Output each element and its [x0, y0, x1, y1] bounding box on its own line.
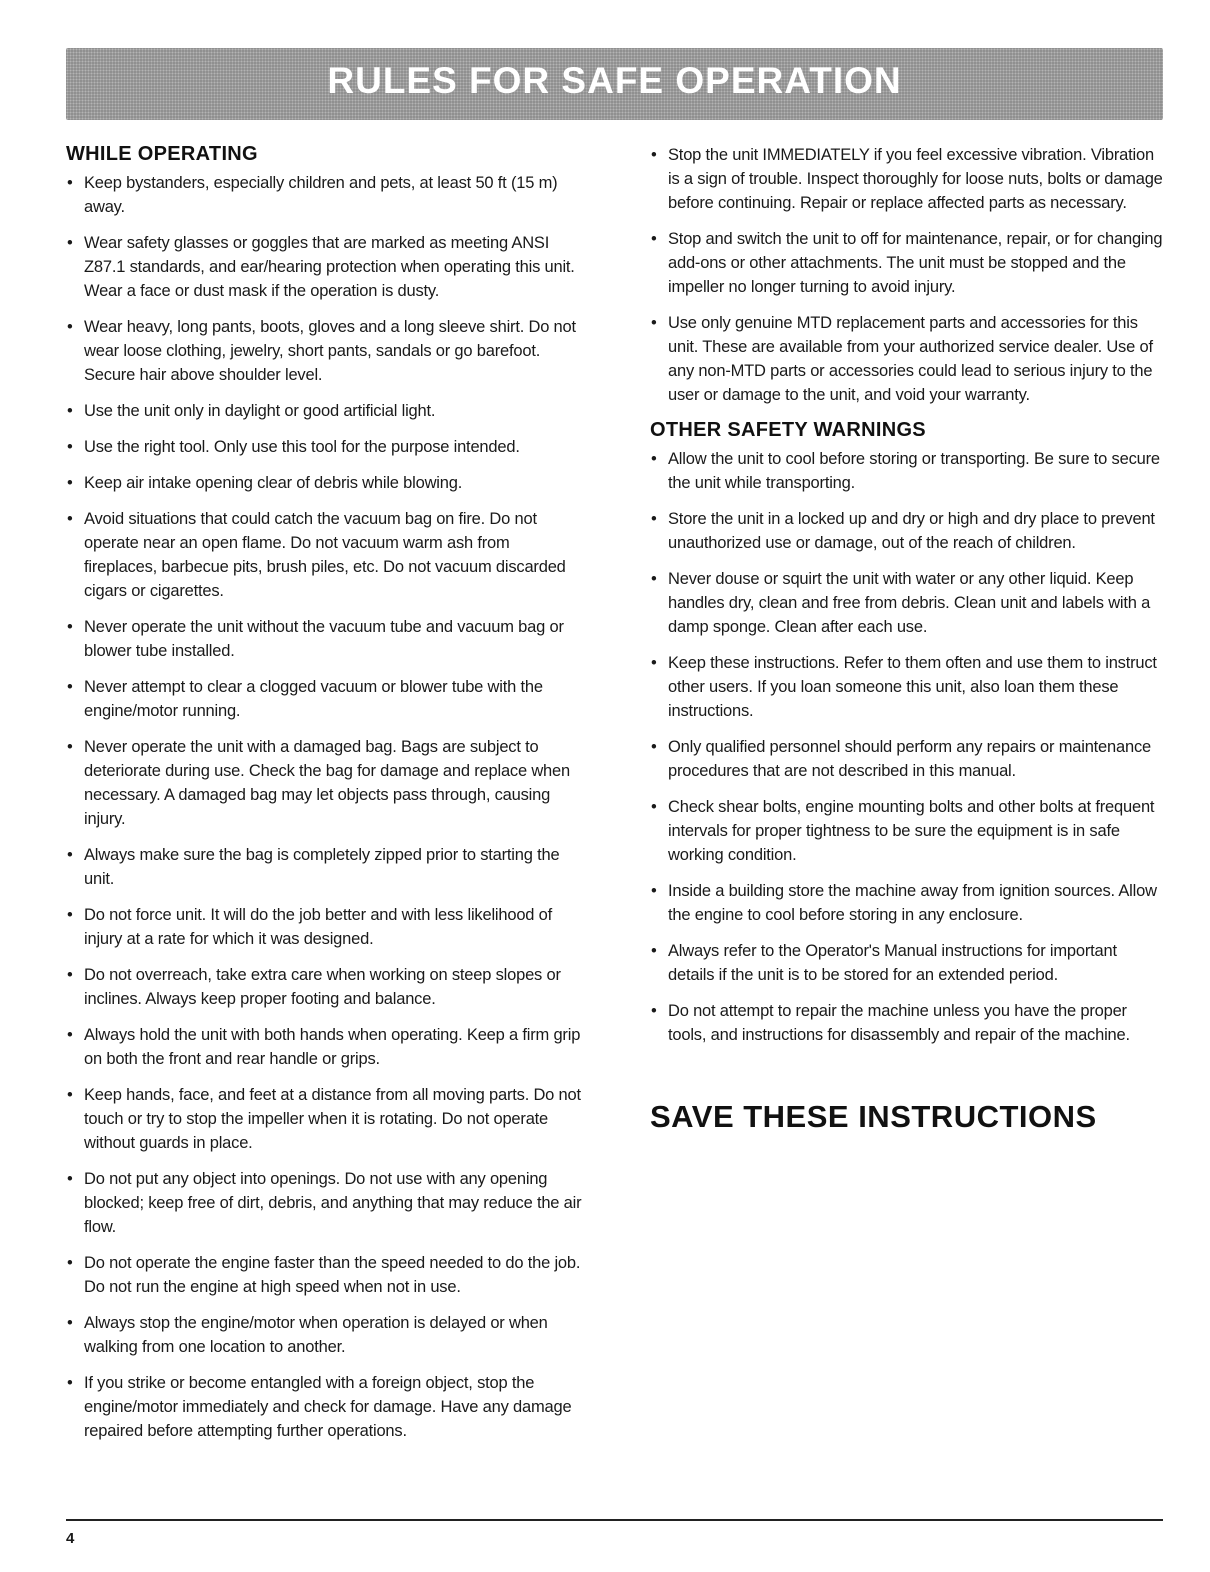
list-item-text: Use the unit only in daylight or good artificial light.	[84, 402, 436, 420]
list-item-text: Keep hands, face, and feet at a distance from all moving parts. Do not touch or try to stop the impeller when it is rotating. Do not operate without guards in place.	[84, 1086, 581, 1152]
list-item	[66, 231, 586, 303]
list-item	[650, 567, 1165, 639]
section-heading-other-safety-warnings: OTHER SAFETY WARNINGS	[650, 419, 926, 441]
list-item-text: Stop the unit IMMEDIATELY if you feel excessive vibration. Vibration is a sign of trouble. Inspect thoroughly for loose nuts, bolts or damage before continuing. Repair or replace affected parts as necessary.	[668, 146, 1163, 212]
list-item-text: Always make sure the bag is completely zipped prior to starting the unit.	[84, 846, 560, 888]
list-item	[650, 939, 1165, 987]
list-item-text: Wear heavy, long pants, boots, gloves and a long sleeve shirt. Do not wear loose clothing, jewelry, short pants, sandals or go barefoot. Secure hair above shoulder level.	[84, 318, 576, 384]
bullet-icon: •	[651, 654, 657, 672]
list-item	[66, 471, 586, 495]
bullet-icon: •	[67, 510, 73, 528]
bullet-icon: •	[651, 146, 657, 164]
list-item	[650, 999, 1165, 1047]
other-safety-warnings-list	[650, 447, 1165, 1047]
bullet-icon: •	[67, 906, 73, 924]
bullet-icon: •	[651, 570, 657, 588]
list-item-text: Wear safety glasses or goggles that are marked as meeting ANSI Z87.1 standards, and ear/hearing protection when operating this unit. Wear a face or dust mask if the operation is dusty.	[84, 234, 575, 300]
right-column	[650, 143, 1165, 1135]
bullet-icon: •	[67, 1026, 73, 1044]
list-item-text: Check shear bolts, engine mounting bolts and other bolts at frequent intervals for proper tightness to be sure the equipment is in safe working condition.	[668, 798, 1155, 864]
list-item-text: Keep these instructions. Refer to them often and use them to instruct other users. If you loan someone this unit, also loan them these instructions.	[668, 654, 1157, 720]
bullet-icon: •	[67, 1170, 73, 1188]
list-item	[650, 651, 1165, 723]
list-item	[66, 735, 586, 831]
list-item-text: Use the right tool. Only use this tool for the purpose intended.	[84, 438, 520, 456]
list-item-text: Always stop the engine/motor when operation is delayed or when walking from one location to another.	[84, 1314, 548, 1356]
list-item	[66, 963, 586, 1011]
bullet-icon: •	[651, 1002, 657, 1020]
bullet-icon: •	[67, 402, 73, 420]
list-item-text: Stop and switch the unit to off for maintenance, repair, or for changing add-ons or other attachments. The unit must be stopped and the impeller no longer turning to avoid injury.	[668, 230, 1163, 296]
list-item-text: Inside a building store the machine away from ignition sources. Allow the engine to cool before storing in any enclosure.	[668, 882, 1157, 924]
list-item-text: Do not attempt to repair the machine unless you have the proper tools, and instructions for disassembly and repair of the machine.	[668, 1002, 1130, 1044]
bullet-icon: •	[67, 318, 73, 336]
bullet-icon: •	[651, 738, 657, 756]
list-item	[66, 435, 586, 459]
list-item-text: Use only genuine MTD replacement parts and accessories for this unit. These are available from your authorized service dealer. Use of any non-MTD parts or accessories could lead to serious injury to the user or damage to the unit, and void your warranty.	[668, 314, 1153, 404]
left-column	[66, 143, 586, 1455]
list-item-text: Allow the unit to cool before storing or transporting. Be sure to secure the unit while transporting.	[668, 450, 1160, 492]
while-operating-list	[66, 171, 586, 1443]
page-number: 4	[66, 1530, 75, 1547]
section-heading-while-operating: WHILE OPERATING	[66, 143, 258, 165]
list-item	[66, 1167, 586, 1239]
bullet-icon: •	[651, 882, 657, 900]
list-item	[66, 315, 586, 387]
bullet-icon: •	[67, 474, 73, 492]
footer-divider	[66, 1519, 1163, 1521]
list-item-text: Do not force unit. It will do the job better and with less likelihood of injury at a rate for which it was designed.	[84, 906, 553, 948]
list-item	[66, 507, 586, 603]
bullet-icon: •	[67, 1374, 73, 1392]
save-instructions-title: SAVE THESE INSTRUCTIONS	[650, 1099, 1097, 1134]
list-item	[650, 447, 1165, 495]
list-item	[650, 879, 1165, 927]
list-item	[66, 1251, 586, 1299]
list-item	[650, 227, 1165, 299]
list-item-text: Always hold the unit with both hands when operating. Keep a firm grip on both the front and rear handle or grips.	[84, 1026, 581, 1068]
list-item-text: Never operate the unit with a damaged bag. Bags are subject to deteriorate during use. Check the bag for damage and replace when necessary. A damaged bag may let objects pass through, causing injury.	[84, 738, 570, 828]
bullet-icon: •	[651, 942, 657, 960]
list-item	[650, 311, 1165, 407]
list-item	[66, 399, 586, 423]
bullet-icon: •	[67, 678, 73, 696]
list-item-text: Store the unit in a locked up and dry or high and dry place to prevent unauthorized use or damage, out of the reach of children.	[668, 510, 1155, 552]
list-item	[66, 1311, 586, 1359]
bullet-icon: •	[651, 230, 657, 248]
list-item-text: Keep bystanders, especially children and pets, at least 50 ft (15 m) away.	[84, 174, 558, 216]
bullet-icon: •	[67, 618, 73, 636]
list-item	[66, 1083, 586, 1155]
continued-rules-list	[650, 143, 1165, 407]
list-item-text: Do not operate the engine faster than the speed needed to do the job. Do not run the engine at high speed when not in use.	[84, 1254, 581, 1296]
list-item	[66, 903, 586, 951]
bullet-icon: •	[651, 510, 657, 528]
list-item	[66, 171, 586, 219]
list-item	[650, 507, 1165, 555]
bullet-icon: •	[67, 1086, 73, 1104]
bullet-icon: •	[67, 234, 73, 252]
bullet-icon: •	[67, 966, 73, 984]
bullet-icon: •	[67, 738, 73, 756]
list-item-text: Only qualified personnel should perform any repairs or maintenance procedures that are not described in this manual.	[668, 738, 1151, 780]
list-item-text: Never attempt to clear a clogged vacuum or blower tube with the engine/motor running.	[84, 678, 543, 720]
bullet-icon: •	[67, 1254, 73, 1272]
list-item-text: Keep air intake opening clear of debris while blowing.	[84, 474, 463, 492]
bullet-icon: •	[67, 174, 73, 192]
list-item-text: Do not put any object into openings. Do not use with any opening blocked; keep free of dirt, debris, and anything that may reduce the air flow.	[84, 1170, 582, 1236]
list-item	[66, 615, 586, 663]
list-item	[650, 795, 1165, 867]
bullet-icon: •	[67, 438, 73, 456]
list-item-text: If you strike or become entangled with a foreign object, stop the engine/motor immediately and check for damage. Have any damage repaired before attempting further operations.	[84, 1374, 572, 1440]
list-item	[650, 735, 1165, 783]
list-item	[650, 143, 1165, 215]
bullet-icon: •	[651, 314, 657, 332]
list-item-text: Do not overreach, take extra care when working on steep slopes or inclines. Always keep proper footing and balance.	[84, 966, 561, 1008]
list-item-text: Avoid situations that could catch the vacuum bag on fire. Do not operate near an open flame. Do not vacuum warm ash from fireplaces, barbecue pits, brush piles, etc. Do not vacuum discarded cigars or cigarettes.	[84, 510, 566, 600]
list-item	[66, 1023, 586, 1071]
page-title: RULES FOR SAFE OPERATION	[327, 60, 902, 101]
list-item	[66, 675, 586, 723]
title-banner	[66, 48, 1163, 120]
bullet-icon: •	[651, 798, 657, 816]
list-item-text: Never operate the unit without the vacuum tube and vacuum bag or blower tube installed.	[84, 618, 564, 660]
list-item-text: Never douse or squirt the unit with water or any other liquid. Keep handles dry, clean and free from debris. Clean unit and labels with a damp sponge. Clean after each use.	[668, 570, 1151, 636]
bullet-icon: •	[651, 450, 657, 468]
list-item-text: Always refer to the Operator's Manual instructions for important details if the unit is to be stored for an extended period.	[668, 942, 1117, 984]
list-item	[66, 1371, 586, 1443]
list-item	[66, 843, 586, 891]
bullet-icon: •	[67, 1314, 73, 1332]
bullet-icon: •	[67, 846, 73, 864]
